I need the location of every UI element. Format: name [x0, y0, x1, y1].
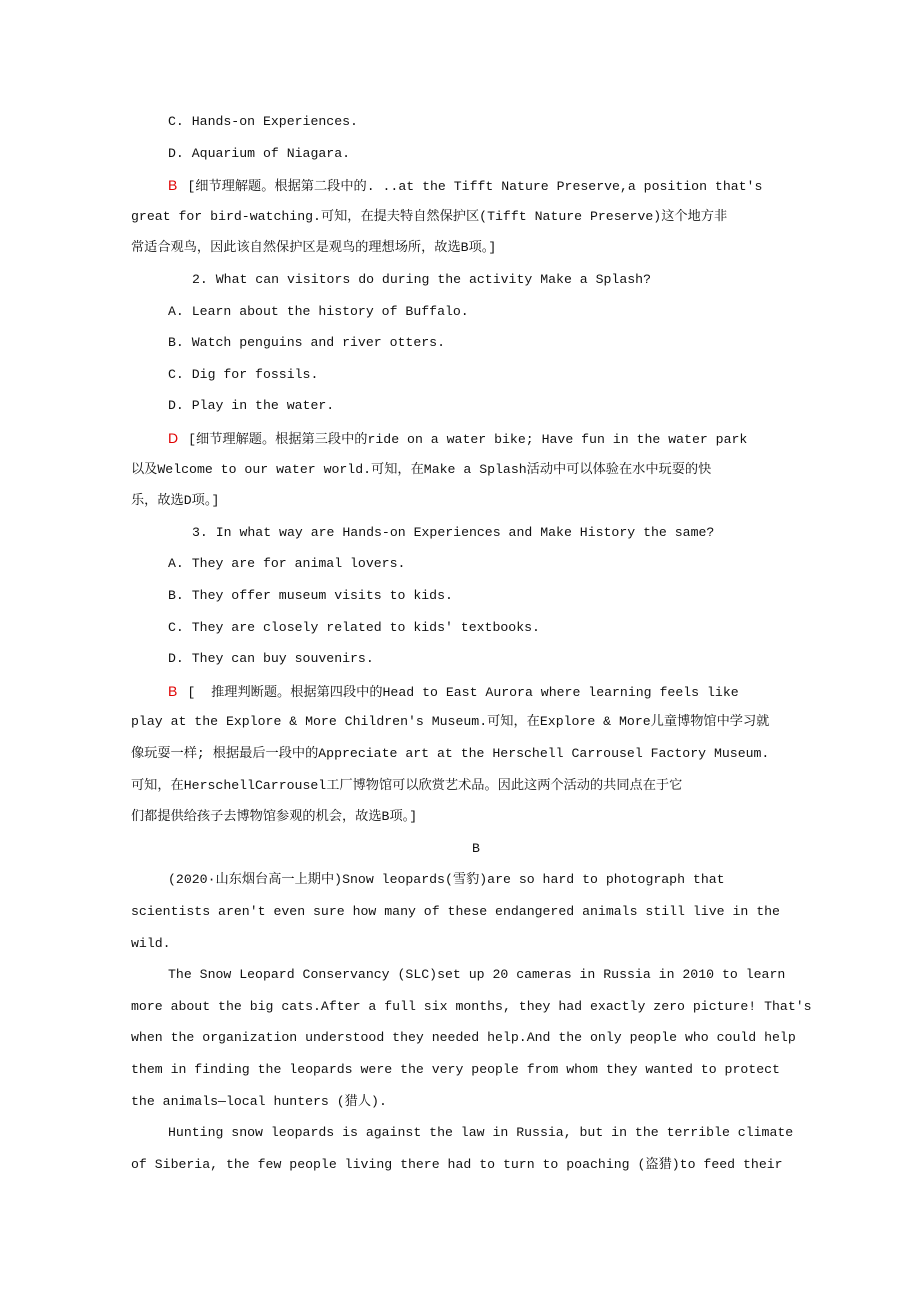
line-text: D. Aquarium of Niagara. [168, 145, 351, 161]
text-line [168, 870, 725, 890]
text-line [131, 238, 496, 258]
line-text: D. Play in the water. [168, 398, 335, 414]
answer-explanation-line [168, 175, 762, 197]
line-text: A. Learn about the history of Buffalo. [168, 303, 469, 319]
answer-explanation-line [168, 681, 739, 703]
answer-letter: B [168, 682, 178, 699]
line-text: A. They are for animal lovers. [168, 556, 406, 572]
text-line [168, 112, 358, 132]
line-text: [ 推理判断题。根据第四段中的Head to East Aurora where learning feels like [187, 684, 739, 700]
text-line [168, 965, 785, 985]
line-text: C. Hands-on Experiences. [168, 114, 358, 129]
line-text: 3. In what way are Hands-on Experiences and Make History the same? [192, 524, 715, 540]
line-text: [细节理解题。根据第三段中的ride on a water bike; Have fun in the water park [188, 432, 748, 447]
line-text: scientists aren't even sure how many of these endangered animals still live in the [131, 904, 780, 919]
text-line [131, 460, 711, 480]
text-line [168, 144, 350, 164]
answer-letter: D [168, 430, 179, 446]
question-line [192, 270, 651, 290]
text-line [168, 396, 334, 416]
question-line [192, 523, 714, 543]
text-line [131, 744, 769, 764]
text-line [131, 997, 812, 1017]
section-heading [472, 839, 480, 859]
text-line [131, 807, 417, 827]
line-text: The Snow Leopard Conservancy (SLC)set up 20 cameras in Russia in 2010 to learn [168, 967, 786, 983]
text-line [168, 554, 405, 574]
line-text: C. They are closely related to kids' textbooks. [168, 619, 540, 635]
line-text: them in finding the leopards were the very people from whom they wanted to protect [131, 1062, 780, 1077]
line-text: D. They can buy souvenirs. [168, 651, 374, 667]
text-line [168, 586, 453, 606]
line-text: 常适合观鸟，因此该自然保护区是观鸟的理想场所，故选B项。] [131, 240, 497, 256]
text-line [131, 1060, 780, 1080]
text-line [131, 1155, 783, 1175]
line-text: Hunting snow leopards is against the law in Russia, but in the terrible climate [168, 1125, 794, 1141]
line-text: wild. [131, 935, 171, 951]
line-text: of Siberia, the few people living there had to turn to poaching (盗猎)to feed their [131, 1156, 783, 1172]
text-line [131, 712, 769, 732]
text-line [131, 1028, 796, 1048]
line-text: B. Watch penguins and river otters. [168, 335, 445, 351]
line-text: when the organization understood they needed help.And the only people who could help [131, 1030, 796, 1046]
text-line [131, 776, 682, 796]
text-line [168, 365, 318, 385]
text-line [131, 934, 171, 954]
answer-explanation-line [168, 428, 747, 450]
line-text: 乐，故选D项。] [131, 493, 220, 509]
line-text: 以及Welcome to our water world.可知，在Make a Splash活动中可以体验在水中玩耍的快 [131, 461, 712, 477]
line-text: more about the big cats.After a full six months, they had exactly zero picture! That's [131, 998, 812, 1014]
answer-letter: B [168, 177, 178, 194]
text-line [168, 649, 374, 669]
text-line [131, 1092, 387, 1112]
line-text: [细节理解题。根据第二段中的. ..at the Tifft Nature Preserve,a position that's [187, 179, 763, 195]
text-line [131, 207, 727, 227]
line-text: 2. What can visitors do during the activity Make a Splash? [192, 272, 651, 287]
line-text: 们都提供给孩子去博物馆参观的机会，故选B项。] [131, 809, 418, 825]
line-text: 可知，在HerschellCarrousel工厂博物馆可以欣赏艺术品。因此这两个活动的共同点在于它 [131, 777, 683, 793]
line-text: B [472, 840, 480, 856]
text-line [168, 1123, 793, 1143]
line-text: 像玩耍一样; 根据最后一段中的Appreciate art at the Herschell Carrousel Factory Museum. [131, 746, 770, 761]
text-line [131, 902, 780, 922]
text-line [168, 618, 540, 638]
line-text: play at the Explore & More Children's Museum.可知，在Explore & More儿童博物馆中学习就 [131, 714, 770, 730]
line-text: (2020·山东烟台高一上期中)Snow leopards(雪豹)are so hard to photograph that [168, 872, 725, 888]
line-text: the animals—local hunters (猎人). [131, 1093, 387, 1109]
line-text: C. Dig for fossils. [168, 366, 319, 382]
text-line [168, 302, 469, 322]
line-text: B. They offer museum visits to kids. [168, 588, 453, 603]
text-line [168, 333, 445, 353]
text-line [131, 491, 219, 511]
line-text: great for bird-watching.可知，在提夫特自然保护区(Tifft Nature Preserve)这个地方非 [131, 208, 728, 224]
